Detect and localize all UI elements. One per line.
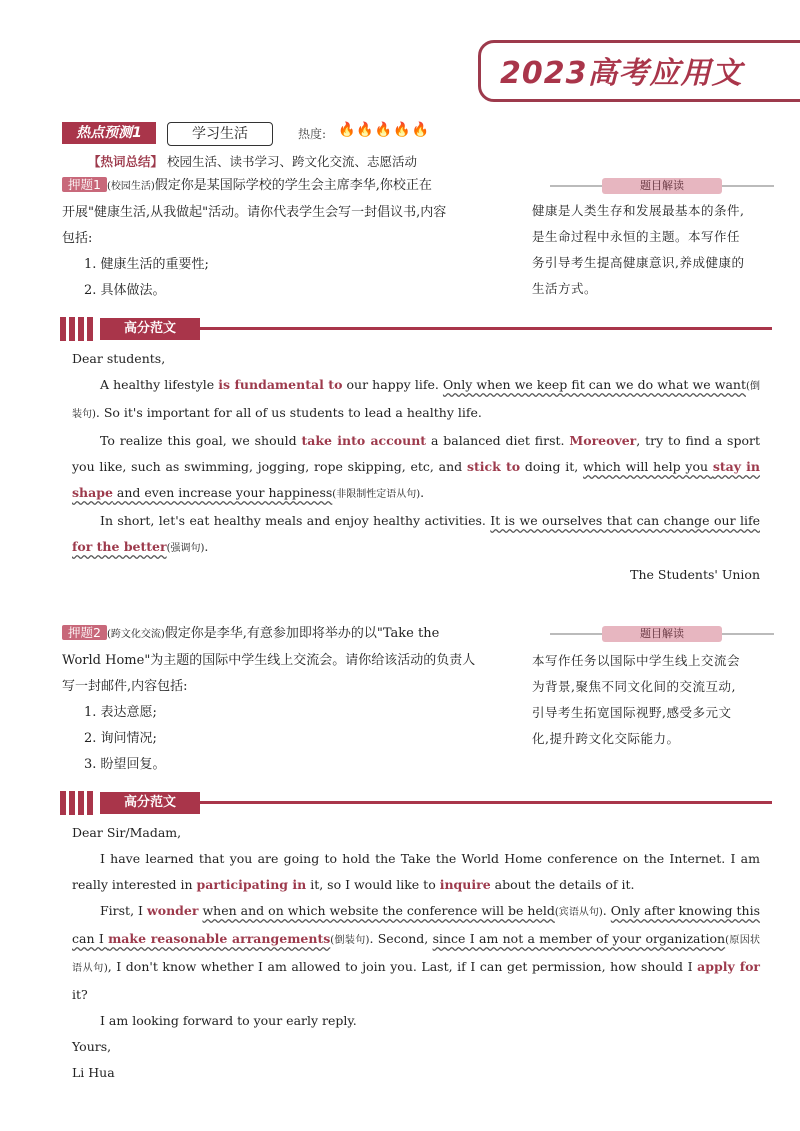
essay1-paragraph-3 (72, 508, 760, 562)
text-segment: since I am not a member of your organization (432, 931, 726, 946)
analysis1-line: 是生命过程中永恒的主题。本写作任 (532, 229, 741, 244)
text-segment: It is we ourselves that can change our life (490, 513, 760, 528)
analysis2-line: 为背景,聚焦不同文化间的交流互动, (532, 679, 736, 694)
text-segment: participating in (196, 877, 307, 892)
text-segment: First, I (100, 903, 147, 918)
text-segment: inquire (439, 877, 491, 892)
text-segment: . So it's important for all of us students to lead a healthy life. (95, 405, 482, 420)
text-segment: (强调句) (166, 543, 205, 554)
section-bar-1 (60, 317, 772, 341)
task2-item: 3. 盼望回复。 (84, 757, 166, 772)
essay2-name: Li Hua (72, 1065, 115, 1080)
keywords-text: 校园生活、读书学习、跨文化交流、志愿活动 (167, 154, 418, 169)
task1-line1: 假定你是某国际学校的学生会主席李华,你校正在 (154, 178, 432, 193)
text-segment: make reasonable arrangements (108, 931, 331, 946)
task2-category: (跨文化交流) (106, 629, 165, 640)
text-segment: when and on which website the conference will be held (202, 903, 555, 918)
text-segment: (非限制性定语从句) (332, 489, 421, 500)
task2-line3: 写一封邮件,内容包括: (62, 679, 188, 694)
analysis2-line: 化,提升跨文化交际能力。 (532, 731, 680, 746)
text-segment: Only when we keep fit can we do what we want (442, 377, 746, 392)
analysis2-line: 本写作任务以国际中学生线上交流会 (532, 653, 741, 668)
text-segment: (宾语从句) (554, 907, 603, 918)
task1-item: 2. 具体做法。 (84, 283, 166, 298)
task1-line2: 开展"健康生活,从我做起"活动。请你代表学生会写一封倡议书,内容 (62, 205, 447, 220)
essay2-closing: Yours, (72, 1039, 112, 1054)
analysis1-line: 务引导考生提高健康意识,养成健康的 (532, 255, 745, 270)
text-segment: which will help you (583, 459, 713, 474)
analysis1-line: 健康是人类生存和发展最基本的条件, (532, 203, 745, 218)
text-segment: doing it, (520, 459, 584, 474)
topic-label: 学习生活 (167, 122, 273, 146)
text-segment: a balanced diet first. (426, 433, 570, 448)
text-segment: (倒装句) (72, 381, 761, 420)
text-segment: is fundamental to (218, 377, 343, 392)
section-bar-2 (60, 791, 772, 815)
heat-label: 热度: (298, 127, 327, 141)
text-segment: about the details of it. (490, 877, 635, 892)
keywords-line (88, 152, 417, 170)
page-title: 2023高考应用文 (500, 56, 743, 91)
heat-flames-icon: 🔥🔥🔥🔥🔥 (338, 122, 431, 138)
text-segment: . Second, (369, 931, 433, 946)
text-segment: (倒装句) (330, 935, 370, 946)
task2-item: 2. 询问情况; (84, 731, 157, 746)
text-segment: . (420, 485, 425, 500)
task2-line1: 假定你是李华,有意参加即将举办的以"Take the (164, 626, 440, 641)
essay1-signature: The Students' Union (630, 567, 760, 582)
text-segment: , try to find a sport you like, such as swimming, jogging, rope skipping, etc, and (72, 433, 760, 474)
analysis1-line: 生活方式。 (532, 281, 598, 296)
task2 (62, 620, 506, 778)
text-segment: (原因状语从句) (72, 935, 761, 974)
analysis1-label: 题目解读 (602, 178, 722, 194)
analysis2-header (550, 626, 774, 642)
task2-tag: 押题2 (62, 625, 107, 640)
text-segment: I have learned that you are going to hold the Take the World Home conference on the Internet. I am really interested in (72, 851, 760, 892)
stripes-icon (60, 317, 96, 341)
text-segment: To realize this goal, we should (100, 433, 302, 448)
essay1-greeting: Dear students, (72, 351, 166, 366)
section-label: 高分范文 (100, 318, 200, 340)
analysis1-body (532, 198, 782, 302)
analysis1-header (550, 178, 774, 194)
task1-tag: 押题1 (62, 177, 107, 192)
text-segment: In short, let's eat healthy meals and enjoy healthy activities. (100, 513, 491, 528)
essay2 (72, 820, 760, 1086)
text-segment: for the better (72, 539, 167, 554)
task1-item: 1. 健康生活的重要性; (84, 257, 209, 272)
task2-item: 1. 表达意愿; (84, 705, 157, 720)
text-segment: Only after knowing this can I (72, 903, 760, 946)
essay1-paragraph-1 (72, 372, 760, 428)
essay1-paragraph-2 (72, 428, 760, 508)
task2-line2: World Home"为主题的国际中学生线上交流会。请你给该活动的负责人 (62, 653, 476, 668)
section-label: 高分范文 (100, 792, 200, 814)
essay2-paragraph-2 (72, 898, 760, 1008)
essay2-greeting: Dear Sir/Madam, (72, 825, 182, 840)
analysis2-line: 引导考生拓宽国际视野,感受多元文 (532, 705, 732, 720)
task1 (62, 172, 502, 304)
text-segment: Moreover (569, 433, 637, 448)
text-segment: wonder (147, 903, 199, 918)
text-segment: and even increase your happiness (112, 485, 333, 500)
text-segment: apply for (697, 959, 761, 974)
essay2-paragraph-1 (72, 846, 760, 898)
text-segment: our happy life. (342, 377, 443, 392)
essay2-paragraph-3: I am looking forward to your early reply. (100, 1013, 357, 1028)
essay1 (72, 346, 760, 588)
text-segment: stick to (466, 459, 521, 474)
text-segment: it? (72, 987, 88, 1002)
hot-topic-tag: 热点预测1 (62, 122, 156, 144)
text-segment: stay in shape (72, 459, 760, 500)
task1-category: (校园生活) (106, 181, 155, 192)
text-segment: . (204, 539, 209, 554)
analysis2-body (532, 648, 782, 752)
text-segment: take into account (301, 433, 427, 448)
stripes-icon (60, 791, 96, 815)
analysis2-label: 题目解读 (602, 626, 722, 642)
text-segment: . (602, 903, 611, 918)
text-segment: , I don't know whether I am allowed to join you. Last, if I can get permission, how should I (107, 959, 698, 974)
task1-line3: 包括: (62, 231, 93, 246)
text-segment: A healthy lifestyle (100, 377, 219, 392)
text-segment: it, so I would like to (306, 877, 440, 892)
keywords-label: 【热词总结】 (88, 154, 164, 169)
